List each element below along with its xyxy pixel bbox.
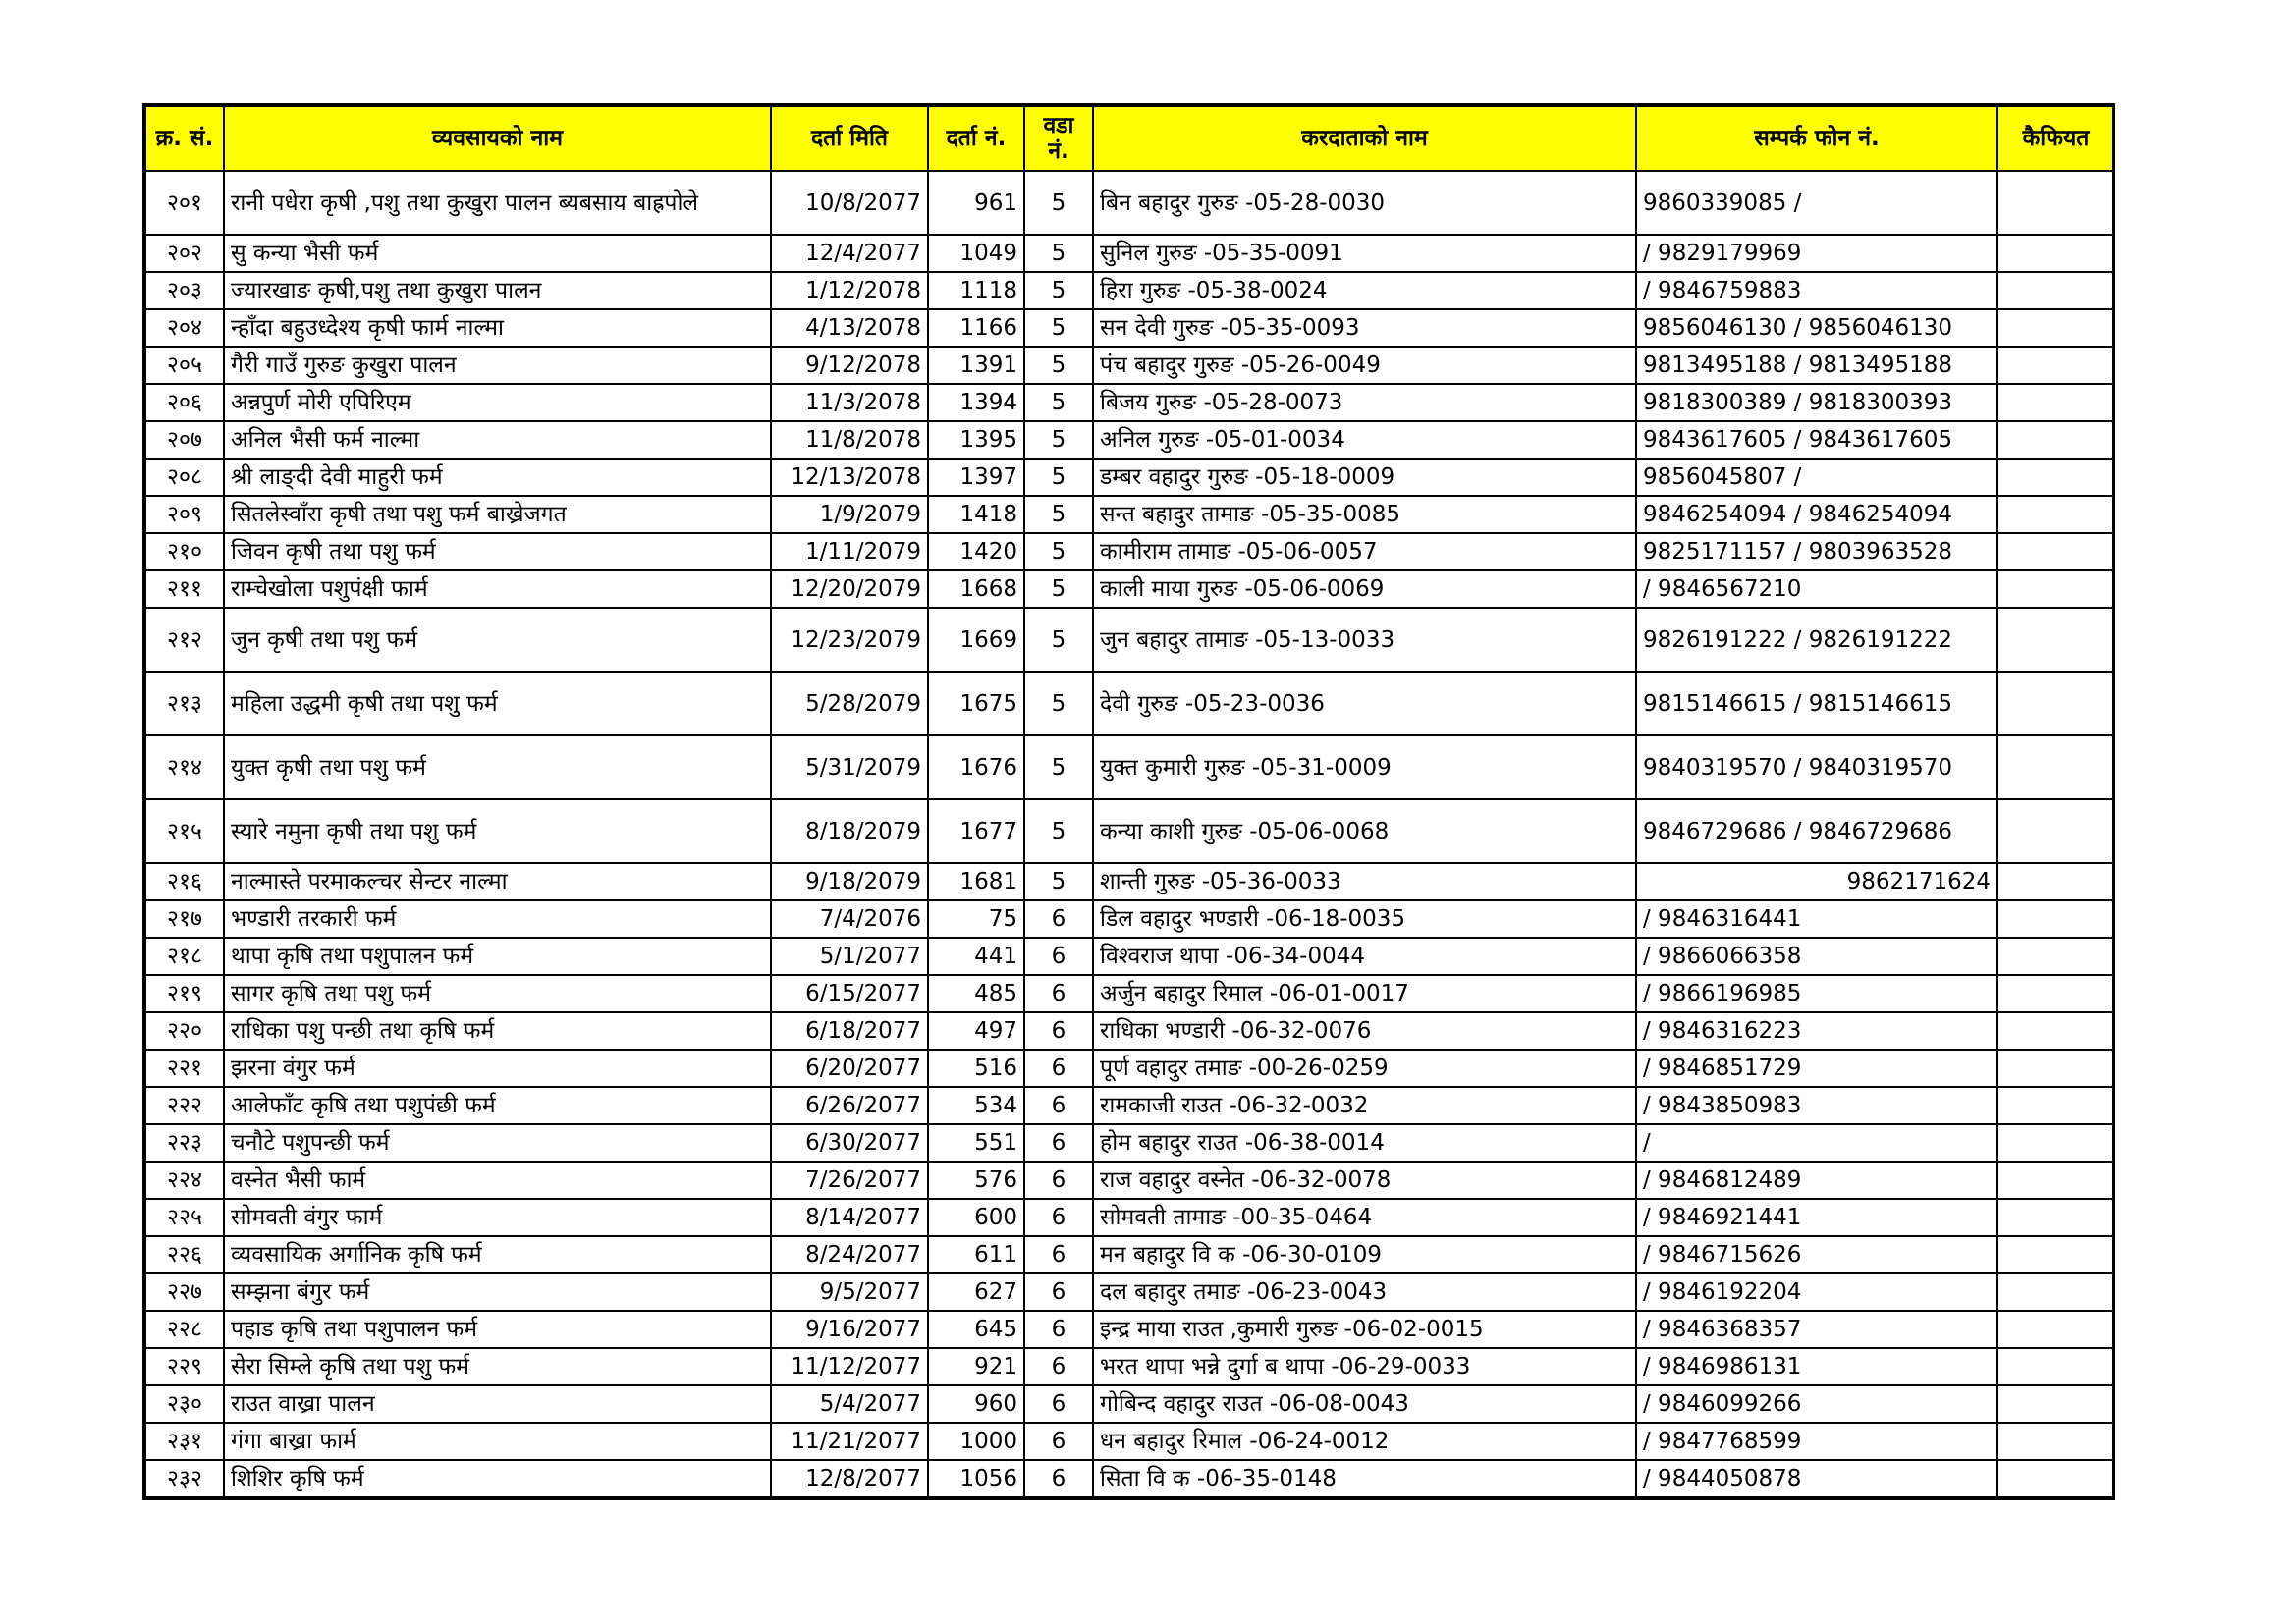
cell-registration-date: 11/8/2078 bbox=[771, 421, 928, 459]
cell-registration-date: 9/18/2079 bbox=[771, 863, 928, 900]
cell-ward-number: 6 bbox=[1024, 1236, 1093, 1273]
cell-registration-number: 551 bbox=[928, 1124, 1024, 1162]
cell-taxpayer-name: काली माया गुरुङ -05-06-0069 bbox=[1093, 570, 1636, 608]
cell-contact-phone: / 9843850983 bbox=[1636, 1087, 1997, 1124]
cell-ward-number: 6 bbox=[1024, 975, 1093, 1012]
table-row bbox=[145, 735, 2114, 799]
cell-registration-date: 7/26/2077 bbox=[771, 1162, 928, 1199]
cell-taxpayer-name: भरत थापा भन्ने दुर्गा ब थापा -06-29-0033 bbox=[1093, 1348, 1636, 1385]
cell-taxpayer-name: जुन बहादुर तामाङ -05-13-0033 bbox=[1093, 608, 1636, 672]
cell-registration-number: 600 bbox=[928, 1199, 1024, 1236]
cell-remarks bbox=[1997, 938, 2114, 975]
cell-serial-number: २१७ bbox=[145, 900, 224, 938]
cell-serial-number: २१९ bbox=[145, 975, 224, 1012]
cell-taxpayer-name: रामकाजी राउत -06-32-0032 bbox=[1093, 1087, 1636, 1124]
cell-remarks bbox=[1997, 863, 2114, 900]
cell-registration-number: 1681 bbox=[928, 863, 1024, 900]
table-row bbox=[145, 1348, 2114, 1385]
cell-registration-date: 8/14/2077 bbox=[771, 1199, 928, 1236]
cell-registration-number: 1397 bbox=[928, 459, 1024, 496]
cell-registration-number: 1049 bbox=[928, 235, 1024, 272]
cell-serial-number: २०९ bbox=[145, 496, 224, 533]
cell-contact-phone: 9843617605 / 9843617605 bbox=[1636, 421, 1997, 459]
cell-registration-number: 1676 bbox=[928, 735, 1024, 799]
cell-taxpayer-name: शान्ती गुरुङ -05-36-0033 bbox=[1093, 863, 1636, 900]
cell-ward-number: 6 bbox=[1024, 900, 1093, 938]
cell-taxpayer-name: कन्या काशी गुरुङ -05-06-0068 bbox=[1093, 799, 1636, 863]
table-row bbox=[145, 1087, 2114, 1124]
cell-registration-number: 1056 bbox=[928, 1460, 1024, 1497]
table-row bbox=[145, 938, 2114, 975]
cell-ward-number: 5 bbox=[1024, 570, 1093, 608]
cell-registration-date: 9/12/2078 bbox=[771, 347, 928, 384]
header-remarks: कैफियत bbox=[1997, 106, 2114, 171]
header-taxpayer-name: करदाताको नाम bbox=[1093, 106, 1636, 171]
cell-registration-number: 1669 bbox=[928, 608, 1024, 672]
cell-registration-date: 5/1/2077 bbox=[771, 938, 928, 975]
cell-registration-date: 1/12/2078 bbox=[771, 272, 928, 309]
cell-contact-phone: 9856046130 / 9856046130 bbox=[1636, 309, 1997, 347]
cell-registration-number: 1166 bbox=[928, 309, 1024, 347]
cell-contact-phone: / 9846316223 bbox=[1636, 1012, 1997, 1050]
cell-registration-number: 1677 bbox=[928, 799, 1024, 863]
cell-remarks bbox=[1997, 900, 2114, 938]
table-row bbox=[145, 272, 2114, 309]
cell-registration-date: 8/24/2077 bbox=[771, 1236, 928, 1273]
cell-remarks bbox=[1997, 1348, 2114, 1385]
table-row bbox=[145, 347, 2114, 384]
cell-ward-number: 5 bbox=[1024, 608, 1093, 672]
cell-remarks bbox=[1997, 1012, 2114, 1050]
cell-taxpayer-name: देवी गुरुङ -05-23-0036 bbox=[1093, 672, 1636, 735]
cell-serial-number: २२१ bbox=[145, 1050, 224, 1087]
cell-ward-number: 5 bbox=[1024, 735, 1093, 799]
cell-business-name: झरना वंगुर फर्म bbox=[224, 1050, 771, 1087]
cell-taxpayer-name: इन्द्र माया राउत ,कुमारी गुरुङ -06-02-0015 bbox=[1093, 1311, 1636, 1348]
cell-serial-number: २१० bbox=[145, 533, 224, 570]
cell-registration-number: 576 bbox=[928, 1162, 1024, 1199]
cell-serial-number: २१२ bbox=[145, 608, 224, 672]
cell-taxpayer-name: गोबिन्द वहादुर राउत -06-08-0043 bbox=[1093, 1385, 1636, 1423]
table-row bbox=[145, 1050, 2114, 1087]
cell-remarks bbox=[1997, 533, 2114, 570]
cell-business-name: राउत वाख्रा पालन bbox=[224, 1385, 771, 1423]
cell-serial-number: २१५ bbox=[145, 799, 224, 863]
cell-serial-number: २२४ bbox=[145, 1162, 224, 1199]
cell-contact-phone: / 9846812489 bbox=[1636, 1162, 1997, 1199]
cell-business-name: श्री लाङ्दी देवी माहुरी फर्म bbox=[224, 459, 771, 496]
cell-registration-number: 627 bbox=[928, 1273, 1024, 1311]
cell-contact-phone: / bbox=[1636, 1124, 1997, 1162]
cell-registration-number: 75 bbox=[928, 900, 1024, 938]
header-business-name: व्यवसायको नाम bbox=[224, 106, 771, 171]
cell-business-name: गंगा बाख्रा फार्म bbox=[224, 1423, 771, 1460]
cell-registration-date: 5/31/2079 bbox=[771, 735, 928, 799]
cell-serial-number: २१३ bbox=[145, 672, 224, 735]
cell-business-name: राम्चेखोला पशुपंक्षी फार्म bbox=[224, 570, 771, 608]
cell-taxpayer-name: बिन बहादुर गुरुङ -05-28-0030 bbox=[1093, 171, 1636, 235]
cell-contact-phone: / 9846099266 bbox=[1636, 1385, 1997, 1423]
cell-business-name: थापा कृषि तथा पशुपालन फर्म bbox=[224, 938, 771, 975]
cell-remarks bbox=[1997, 272, 2114, 309]
table-body bbox=[145, 171, 2114, 1497]
cell-business-name: न्हाँदा बहुउध्देश्य कृषी फार्म नाल्मा bbox=[224, 309, 771, 347]
cell-taxpayer-name: डिल वहादुर भण्डारी -06-18-0035 bbox=[1093, 900, 1636, 938]
table-row bbox=[145, 309, 2114, 347]
table-row bbox=[145, 1162, 2114, 1199]
cell-serial-number: २०७ bbox=[145, 421, 224, 459]
cell-registration-date: 6/18/2077 bbox=[771, 1012, 928, 1050]
cell-serial-number: २३२ bbox=[145, 1460, 224, 1497]
table-row bbox=[145, 1236, 2114, 1273]
cell-taxpayer-name: होम बहादुर राउत -06-38-0014 bbox=[1093, 1124, 1636, 1162]
cell-registration-date: 12/4/2077 bbox=[771, 235, 928, 272]
cell-ward-number: 5 bbox=[1024, 533, 1093, 570]
cell-ward-number: 5 bbox=[1024, 421, 1093, 459]
cell-registration-date: 11/3/2078 bbox=[771, 384, 928, 421]
cell-registration-date: 12/13/2078 bbox=[771, 459, 928, 496]
cell-registration-date: 10/8/2077 bbox=[771, 171, 928, 235]
cell-serial-number: २११ bbox=[145, 570, 224, 608]
cell-contact-phone: / 9846192204 bbox=[1636, 1273, 1997, 1311]
cell-business-name: सम्झना बंगुर फर्म bbox=[224, 1273, 771, 1311]
cell-taxpayer-name: सोमवती तामाङ -00-35-0464 bbox=[1093, 1199, 1636, 1236]
cell-registration-number: 961 bbox=[928, 171, 1024, 235]
cell-business-name: राधिका पशु पन्छी तथा कृषि फर्म bbox=[224, 1012, 771, 1050]
cell-taxpayer-name: हिरा गुरुङ -05-38-0024 bbox=[1093, 272, 1636, 309]
cell-contact-phone: / 9846759883 bbox=[1636, 272, 1997, 309]
cell-registration-number: 921 bbox=[928, 1348, 1024, 1385]
cell-ward-number: 5 bbox=[1024, 384, 1093, 421]
cell-remarks bbox=[1997, 347, 2114, 384]
cell-serial-number: २२९ bbox=[145, 1348, 224, 1385]
cell-serial-number: २२० bbox=[145, 1012, 224, 1050]
table-row bbox=[145, 1423, 2114, 1460]
table-row bbox=[145, 496, 2114, 533]
cell-taxpayer-name: डम्बर वहादुर गुरुङ -05-18-0009 bbox=[1093, 459, 1636, 496]
header-registration-number: दर्ता नं. bbox=[928, 106, 1024, 171]
table-row bbox=[145, 533, 2114, 570]
cell-registration-date: 5/4/2077 bbox=[771, 1385, 928, 1423]
cell-ward-number: 5 bbox=[1024, 171, 1093, 235]
cell-contact-phone: / 9846851729 bbox=[1636, 1050, 1997, 1087]
cell-taxpayer-name: धन बहादुर रिमाल -06-24-0012 bbox=[1093, 1423, 1636, 1460]
cell-remarks bbox=[1997, 1236, 2114, 1273]
cell-registration-date: 1/9/2079 bbox=[771, 496, 928, 533]
header-serial-number: क्र. सं. bbox=[145, 106, 224, 171]
cell-contact-phone: 9825171157 / 9803963528 bbox=[1636, 533, 1997, 570]
cell-registration-number: 497 bbox=[928, 1012, 1024, 1050]
cell-serial-number: २२८ bbox=[145, 1311, 224, 1348]
cell-registration-date: 5/28/2079 bbox=[771, 672, 928, 735]
cell-remarks bbox=[1997, 384, 2114, 421]
cell-contact-phone: / 9844050878 bbox=[1636, 1460, 1997, 1497]
cell-ward-number: 5 bbox=[1024, 272, 1093, 309]
cell-business-name: महिला उद्धमी कृषी तथा पशु फर्म bbox=[224, 672, 771, 735]
cell-ward-number: 6 bbox=[1024, 1087, 1093, 1124]
business-registry-table bbox=[144, 105, 2115, 1498]
cell-registration-date: 12/23/2079 bbox=[771, 608, 928, 672]
cell-contact-phone: / 9866066358 bbox=[1636, 938, 1997, 975]
cell-remarks bbox=[1997, 1460, 2114, 1497]
cell-ward-number: 5 bbox=[1024, 672, 1093, 735]
cell-ward-number: 5 bbox=[1024, 309, 1093, 347]
cell-business-name: वस्नेत भैसी फार्म bbox=[224, 1162, 771, 1199]
table-row bbox=[145, 1273, 2114, 1311]
cell-remarks bbox=[1997, 421, 2114, 459]
cell-registration-number: 441 bbox=[928, 938, 1024, 975]
cell-contact-phone: 9840319570 / 9840319570 bbox=[1636, 735, 1997, 799]
cell-remarks bbox=[1997, 799, 2114, 863]
cell-taxpayer-name: सन देवी गुरुङ -05-35-0093 bbox=[1093, 309, 1636, 347]
cell-taxpayer-name: राज वहादुर वस्नेत -06-32-0078 bbox=[1093, 1162, 1636, 1199]
cell-taxpayer-name: राधिका भण्डारी -06-32-0076 bbox=[1093, 1012, 1636, 1050]
cell-business-name: अनिल भैसी फर्म नाल्मा bbox=[224, 421, 771, 459]
cell-contact-phone: 9813495188 / 9813495188 bbox=[1636, 347, 1997, 384]
cell-ward-number: 6 bbox=[1024, 1311, 1093, 1348]
cell-serial-number: २०६ bbox=[145, 384, 224, 421]
cell-taxpayer-name: पूर्ण वहादुर तमाङ -00-26-0259 bbox=[1093, 1050, 1636, 1087]
cell-contact-phone: 9856045807 / bbox=[1636, 459, 1997, 496]
cell-business-name: सु कन्या भैसी फर्म bbox=[224, 235, 771, 272]
cell-ward-number: 5 bbox=[1024, 347, 1093, 384]
cell-remarks bbox=[1997, 1199, 2114, 1236]
cell-ward-number: 5 bbox=[1024, 459, 1093, 496]
table-row bbox=[145, 421, 2114, 459]
cell-ward-number: 6 bbox=[1024, 1124, 1093, 1162]
cell-taxpayer-name: कामीराम तामाङ -05-06-0057 bbox=[1093, 533, 1636, 570]
cell-ward-number: 5 bbox=[1024, 863, 1093, 900]
cell-ward-number: 6 bbox=[1024, 1385, 1093, 1423]
cell-ward-number: 6 bbox=[1024, 1050, 1093, 1087]
cell-ward-number: 6 bbox=[1024, 1162, 1093, 1199]
cell-registration-date: 6/30/2077 bbox=[771, 1124, 928, 1162]
table-row bbox=[145, 235, 2114, 272]
cell-ward-number: 6 bbox=[1024, 1199, 1093, 1236]
cell-serial-number: २०४ bbox=[145, 309, 224, 347]
cell-remarks bbox=[1997, 1423, 2114, 1460]
cell-ward-number: 6 bbox=[1024, 1348, 1093, 1385]
cell-contact-phone: / 9846316441 bbox=[1636, 900, 1997, 938]
cell-business-name: व्यवसायिक अर्गानिक कृषि फर्म bbox=[224, 1236, 771, 1273]
cell-registration-number: 960 bbox=[928, 1385, 1024, 1423]
cell-registration-date: 1/11/2079 bbox=[771, 533, 928, 570]
header-row bbox=[145, 106, 2114, 171]
cell-contact-phone: / 9846567210 bbox=[1636, 570, 1997, 608]
cell-registration-number: 1668 bbox=[928, 570, 1024, 608]
cell-business-name: सोमवती वंगुर फार्म bbox=[224, 1199, 771, 1236]
cell-remarks bbox=[1997, 570, 2114, 608]
cell-ward-number: 6 bbox=[1024, 1423, 1093, 1460]
cell-registration-number: 1675 bbox=[928, 672, 1024, 735]
header-contact-phone: सम्पर्क फोन नं. bbox=[1636, 106, 1997, 171]
cell-taxpayer-name: युक्त कुमारी गुरुङ -05-31-0009 bbox=[1093, 735, 1636, 799]
cell-remarks bbox=[1997, 459, 2114, 496]
cell-taxpayer-name: सिता वि क -06-35-0148 bbox=[1093, 1460, 1636, 1497]
cell-remarks bbox=[1997, 1124, 2114, 1162]
cell-serial-number: २०२ bbox=[145, 235, 224, 272]
cell-serial-number: २२५ bbox=[145, 1199, 224, 1236]
table-row bbox=[145, 171, 2114, 235]
cell-serial-number: २०८ bbox=[145, 459, 224, 496]
cell-remarks bbox=[1997, 975, 2114, 1012]
cell-registration-number: 645 bbox=[928, 1311, 1024, 1348]
cell-business-name: स्यारे नमुना कृषी तथा पशु फर्म bbox=[224, 799, 771, 863]
cell-remarks bbox=[1997, 1162, 2114, 1199]
cell-remarks bbox=[1997, 235, 2114, 272]
cell-ward-number: 5 bbox=[1024, 235, 1093, 272]
cell-remarks bbox=[1997, 672, 2114, 735]
cell-serial-number: २१४ bbox=[145, 735, 224, 799]
cell-taxpayer-name: दल बहादुर तमाङ -06-23-0043 bbox=[1093, 1273, 1636, 1311]
cell-registration-number: 611 bbox=[928, 1236, 1024, 1273]
cell-remarks bbox=[1997, 1273, 2114, 1311]
cell-business-name: भण्डारी तरकारी फर्म bbox=[224, 900, 771, 938]
cell-registration-date: 6/15/2077 bbox=[771, 975, 928, 1012]
cell-registration-number: 534 bbox=[928, 1087, 1024, 1124]
cell-serial-number: २२३ bbox=[145, 1124, 224, 1162]
table-row bbox=[145, 1199, 2114, 1236]
cell-serial-number: २२७ bbox=[145, 1273, 224, 1311]
cell-remarks bbox=[1997, 1311, 2114, 1348]
cell-registration-date: 7/4/2076 bbox=[771, 900, 928, 938]
header-registration-date: दर्ता मिति bbox=[771, 106, 928, 171]
cell-business-name: आलेफाँट कृषि तथा पशुपंछी फर्म bbox=[224, 1087, 771, 1124]
cell-registration-date: 6/26/2077 bbox=[771, 1087, 928, 1124]
cell-taxpayer-name: अनिल गुरुङ -05-01-0034 bbox=[1093, 421, 1636, 459]
cell-taxpayer-name: बिजय गुरुङ -05-28-0073 bbox=[1093, 384, 1636, 421]
cell-serial-number: २३१ bbox=[145, 1423, 224, 1460]
cell-registration-date: 11/21/2077 bbox=[771, 1423, 928, 1460]
cell-business-name: ज्यारखाङ कृषी,पशु तथा कुखुरा पालन bbox=[224, 272, 771, 309]
cell-remarks bbox=[1997, 1087, 2114, 1124]
cell-business-name: रानी पधेरा कृषी ,पशु तथा कुखुरा पालन ब्यबसाय बाह्रपोले bbox=[224, 171, 771, 235]
cell-serial-number: २२२ bbox=[145, 1087, 224, 1124]
cell-contact-phone: 9862171624 bbox=[1636, 863, 1997, 900]
cell-registration-number: 485 bbox=[928, 975, 1024, 1012]
cell-business-name: जिवन कृषी तथा पशु फर्म bbox=[224, 533, 771, 570]
cell-contact-phone: 9826191222 / 9826191222 bbox=[1636, 608, 1997, 672]
cell-registration-date: 12/8/2077 bbox=[771, 1460, 928, 1497]
cell-serial-number: २१६ bbox=[145, 863, 224, 900]
table-row bbox=[145, 900, 2114, 938]
cell-remarks bbox=[1997, 496, 2114, 533]
cell-serial-number: २०१ bbox=[145, 171, 224, 235]
cell-registration-number: 1395 bbox=[928, 421, 1024, 459]
cell-taxpayer-name: अर्जुन बहादुर रिमाल -06-01-0017 bbox=[1093, 975, 1636, 1012]
cell-registration-date: 9/5/2077 bbox=[771, 1273, 928, 1311]
cell-business-name: अन्नपुर्ण मोरी एपिरिएम bbox=[224, 384, 771, 421]
cell-business-name: जुन कृषी तथा पशु फर्म bbox=[224, 608, 771, 672]
cell-ward-number: 5 bbox=[1024, 496, 1093, 533]
table-row bbox=[145, 459, 2114, 496]
cell-registration-date: 12/20/2079 bbox=[771, 570, 928, 608]
cell-contact-phone: / 9829179969 bbox=[1636, 235, 1997, 272]
cell-registration-date: 9/16/2077 bbox=[771, 1311, 928, 1348]
cell-business-name: युक्त कृषी तथा पशु फर्म bbox=[224, 735, 771, 799]
cell-remarks bbox=[1997, 1050, 2114, 1087]
table-row bbox=[145, 1311, 2114, 1348]
cell-remarks bbox=[1997, 1385, 2114, 1423]
table-row bbox=[145, 799, 2114, 863]
table-row bbox=[145, 863, 2114, 900]
cell-contact-phone: / 9866196985 bbox=[1636, 975, 1997, 1012]
cell-registration-number: 1394 bbox=[928, 384, 1024, 421]
cell-contact-phone: 9846254094 / 9846254094 bbox=[1636, 496, 1997, 533]
cell-taxpayer-name: विश्वराज थापा -06-34-0044 bbox=[1093, 938, 1636, 975]
table-row bbox=[145, 1124, 2114, 1162]
cell-remarks bbox=[1997, 309, 2114, 347]
table-row bbox=[145, 1012, 2114, 1050]
cell-taxpayer-name: सुनिल गुरुङ -05-35-0091 bbox=[1093, 235, 1636, 272]
cell-contact-phone: 9846729686 / 9846729686 bbox=[1636, 799, 1997, 863]
cell-contact-phone: / 9846921441 bbox=[1636, 1199, 1997, 1236]
cell-ward-number: 6 bbox=[1024, 938, 1093, 975]
cell-taxpayer-name: पंच बहादुर गुरुङ -05-26-0049 bbox=[1093, 347, 1636, 384]
cell-registration-date: 8/18/2079 bbox=[771, 799, 928, 863]
cell-business-name: सागर कृषि तथा पशु फर्म bbox=[224, 975, 771, 1012]
table-row bbox=[145, 608, 2114, 672]
cell-contact-phone: 9815146615 / 9815146615 bbox=[1636, 672, 1997, 735]
cell-serial-number: २३० bbox=[145, 1385, 224, 1423]
cell-registration-date: 6/20/2077 bbox=[771, 1050, 928, 1087]
cell-ward-number: 6 bbox=[1024, 1273, 1093, 1311]
cell-contact-phone: / 9846986131 bbox=[1636, 1348, 1997, 1385]
cell-ward-number: 5 bbox=[1024, 799, 1093, 863]
cell-business-name: शिशिर कृषि फर्म bbox=[224, 1460, 771, 1497]
cell-contact-phone: / 9847768599 bbox=[1636, 1423, 1997, 1460]
cell-business-name: पहाड कृषि तथा पशुपालन फर्म bbox=[224, 1311, 771, 1348]
table-row bbox=[145, 672, 2114, 735]
cell-ward-number: 6 bbox=[1024, 1012, 1093, 1050]
cell-serial-number: २०५ bbox=[145, 347, 224, 384]
cell-registration-number: 1418 bbox=[928, 496, 1024, 533]
header-ward-number: वडा नं. bbox=[1024, 106, 1093, 171]
cell-remarks bbox=[1997, 735, 2114, 799]
table-row bbox=[145, 1385, 2114, 1423]
cell-serial-number: २२६ bbox=[145, 1236, 224, 1273]
cell-business-name: सितलेस्वाँरा कृषी तथा पशु फर्म बाख्रेजगत bbox=[224, 496, 771, 533]
cell-registration-date: 4/13/2078 bbox=[771, 309, 928, 347]
cell-business-name: गैरी गाउँ गुरुङ कुखुरा पालन bbox=[224, 347, 771, 384]
cell-business-name: चनौटे पशुपन्छी फर्म bbox=[224, 1124, 771, 1162]
table-row bbox=[145, 1460, 2114, 1497]
cell-taxpayer-name: सन्त बहादुर तामाङ -05-35-0085 bbox=[1093, 496, 1636, 533]
cell-taxpayer-name: मन बहादुर वि क -06-30-0109 bbox=[1093, 1236, 1636, 1273]
table-row bbox=[145, 975, 2114, 1012]
cell-registration-number: 516 bbox=[928, 1050, 1024, 1087]
cell-registration-number: 1000 bbox=[928, 1423, 1024, 1460]
table-row bbox=[145, 384, 2114, 421]
cell-ward-number: 6 bbox=[1024, 1460, 1093, 1497]
table-row bbox=[145, 570, 2114, 608]
cell-contact-phone: 9818300389 / 9818300393 bbox=[1636, 384, 1997, 421]
cell-contact-phone: / 9846368357 bbox=[1636, 1311, 1997, 1348]
cell-contact-phone: / 9846715626 bbox=[1636, 1236, 1997, 1273]
cell-registration-number: 1420 bbox=[928, 533, 1024, 570]
cell-business-name: नाल्मास्ते परमाकल्चर सेन्टर नाल्मा bbox=[224, 863, 771, 900]
cell-serial-number: २१८ bbox=[145, 938, 224, 975]
cell-registration-number: 1118 bbox=[928, 272, 1024, 309]
cell-business-name: सेरा सिम्ले कृषि तथा पशु फर्म bbox=[224, 1348, 771, 1385]
cell-contact-phone: 9860339085 / bbox=[1636, 171, 1997, 235]
cell-registration-number: 1391 bbox=[928, 347, 1024, 384]
cell-remarks bbox=[1997, 171, 2114, 235]
cell-serial-number: २०३ bbox=[145, 272, 224, 309]
cell-registration-date: 11/12/2077 bbox=[771, 1348, 928, 1385]
cell-remarks bbox=[1997, 608, 2114, 672]
